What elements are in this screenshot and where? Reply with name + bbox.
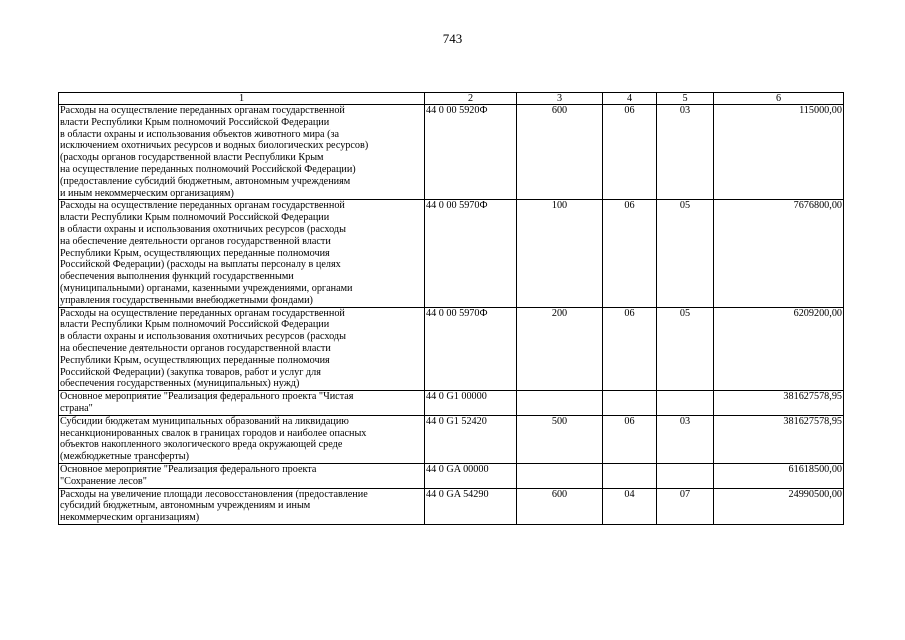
row-rz-cell: 06 — [603, 307, 657, 391]
row-amount-cell: 6209200,00 — [714, 307, 844, 391]
header-col-1: 1 — [59, 93, 425, 105]
row-csr-cell: 44 0 00 5970Ф — [425, 307, 517, 391]
page-number: 743 — [442, 31, 463, 46]
row-name-cell: Субсидии бюджетам муниципальных образований на ликвидацию несанкционированных свалок в границах городов и наиболее опасных объектов накопленного экологического вреда окружающей среде (межбюджетные трансферты) — [59, 415, 425, 463]
row-rz-cell: 04 — [603, 488, 657, 524]
header-col-6: 6 — [714, 93, 844, 105]
row-amount-cell: 115000,00 — [714, 105, 844, 200]
row-name-cell: Основное мероприятие "Реализация федерального проекта "Сохранение лесов" — [59, 463, 425, 488]
row-name-cell: Основное мероприятие "Реализация федерального проекта "Чистая страна" — [59, 391, 425, 416]
row-pr-cell — [657, 391, 714, 416]
row-rz-cell: 06 — [603, 415, 657, 463]
table-row — [59, 307, 844, 391]
row-pr-cell: 05 — [657, 200, 714, 307]
budget-table — [58, 92, 844, 525]
row-vr-cell: 100 — [517, 200, 603, 307]
row-csr-cell: 44 0 GA 00000 — [425, 463, 517, 488]
row-rz-cell — [603, 463, 657, 488]
row-amount-cell: 381627578,95 — [714, 391, 844, 416]
row-vr-cell: 200 — [517, 307, 603, 391]
row-pr-cell: 03 — [657, 415, 714, 463]
row-vr-cell: 600 — [517, 105, 603, 200]
row-csr-cell: 44 0 G1 00000 — [425, 391, 517, 416]
row-pr-cell: 07 — [657, 488, 714, 524]
row-amount-cell: 7676800,00 — [714, 200, 844, 307]
row-csr-cell: 44 0 00 5970Ф — [425, 200, 517, 307]
row-vr-cell — [517, 463, 603, 488]
row-vr-cell — [517, 391, 603, 416]
row-vr-cell: 500 — [517, 415, 603, 463]
header-col-3: 3 — [517, 93, 603, 105]
table-row — [59, 105, 844, 200]
header-col-2: 2 — [425, 93, 517, 105]
table-row — [59, 415, 844, 463]
row-csr-cell: 44 0 G1 52420 — [425, 415, 517, 463]
row-amount-cell: 61618500,00 — [714, 463, 844, 488]
row-amount-cell: 24990500,00 — [714, 488, 844, 524]
header-row — [59, 93, 844, 105]
row-pr-cell — [657, 463, 714, 488]
row-name-cell: Расходы на увеличение площади лесовосстановления (предоставление субсидий бюджетным, автономным учреждениям и иным некоммерческим организациям) — [59, 488, 425, 524]
header-col-4: 4 — [603, 93, 657, 105]
row-csr-cell: 44 0 GA 54290 — [425, 488, 517, 524]
row-name-cell: Расходы на осуществление переданных органам государственной власти Республики Крым полномочий Российской Федерации в области охраны и использования объектов животного мира (за исключением охотничьих ресурсов и водных биологических ресурсов) (расходы органов государственной власти Республики Крым на осуществление переданных полномочий Российской Федерации) (предоставление субсидий бюджетным, автономным учреждениям и иным некоммерческим организациям) — [59, 105, 425, 200]
row-amount-cell: 381627578,95 — [714, 415, 844, 463]
row-rz-cell — [603, 391, 657, 416]
table-row — [59, 463, 844, 488]
table-row — [59, 488, 844, 524]
table-row — [59, 200, 844, 307]
header-col-5: 5 — [657, 93, 714, 105]
row-vr-cell: 600 — [517, 488, 603, 524]
table-row — [59, 391, 844, 416]
row-pr-cell: 03 — [657, 105, 714, 200]
row-csr-cell: 44 0 00 5920Ф — [425, 105, 517, 200]
row-name-cell: Расходы на осуществление переданных органам государственной власти Республики Крым полномочий Российской Федерации в области охраны и использования охотничьих ресурсов (расходы на обеспечение деятельности органов государственной власти Республики Крым, осуществляющих переданные полномочия Российской Федерации) (закупка товаров, работ и услуг для обеспечения государственных (муниципальных) нужд) — [59, 307, 425, 391]
row-pr-cell: 05 — [657, 307, 714, 391]
row-rz-cell: 06 — [603, 200, 657, 307]
row-rz-cell: 06 — [603, 105, 657, 200]
row-name-cell: Расходы на осуществление переданных органам государственной власти Республики Крым полномочий Российской Федерации в области охраны и использования охотничьих ресурсов (расходы на обеспечение деятельности органов государственной власти Республики Крым, осуществляющих переданные полномочия Российской Федерации) (расходы на выплаты персоналу в целях обеспечения выполнения функций государственными (муниципальными) органами, казенными учреждениями, органами управления государственными внебюджетными фондами) — [59, 200, 425, 307]
